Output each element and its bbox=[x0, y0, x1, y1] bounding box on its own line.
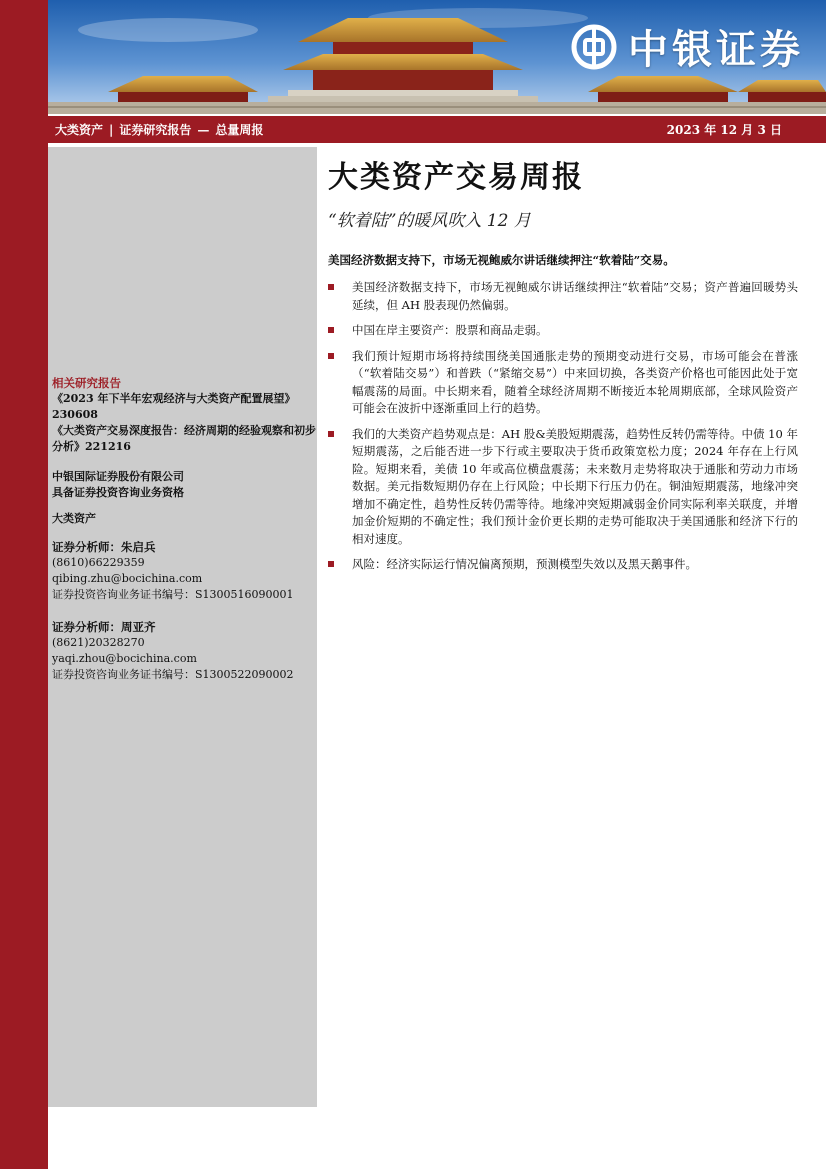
square-bullet-icon bbox=[328, 431, 334, 437]
report-header-bar bbox=[48, 116, 826, 143]
qualification: 具备证券投资咨询业务资格 bbox=[52, 486, 184, 499]
breadcrumb bbox=[55, 121, 263, 138]
analyst-cert: 证券投资咨询业务证书编号：S1300516090001 bbox=[52, 588, 294, 601]
analyst-cert: 证券投资咨询业务证书编号：S1300522090002 bbox=[52, 668, 294, 681]
key-point: 中国在岸主要资产：股票和商品走弱。 bbox=[328, 322, 798, 340]
analyst-email: yaqi.zhou@bocichina.com bbox=[52, 652, 197, 665]
key-point: 风险：经济实际运行情况偏离预期，预测模型失效以及黑天鹅事件。 bbox=[328, 556, 798, 574]
analyst-name: 证券分析师：周亚齐 bbox=[52, 620, 156, 634]
crumb-report-series: 总量周报 bbox=[215, 123, 264, 137]
crumb-report-type: 证券研究报告 bbox=[119, 123, 192, 137]
crumb-category: 大类资产 bbox=[55, 123, 104, 137]
header-banner bbox=[48, 0, 826, 114]
company-name: 中银国际证券股份有限公司 bbox=[52, 470, 184, 483]
report-date: 2023 年 12 月 3 日 bbox=[666, 123, 782, 137]
sector: 大类资产 bbox=[52, 512, 96, 525]
lead-summary: 美国经济数据支持下，市场无视鲍威尔讲话继续押注“软着陆”交易。 bbox=[328, 253, 675, 267]
crumb-separator: — bbox=[197, 123, 210, 137]
report-subtitle: “软着陆”的暖风吹入 12 月 bbox=[328, 211, 531, 231]
related-report-item: 《2023 年下半年宏观经济与大类资产配置展望》230608 bbox=[52, 392, 296, 421]
left-accent-bar bbox=[0, 0, 48, 1169]
main-content bbox=[328, 150, 798, 582]
analyst-email: qibing.zhu@bocichina.com bbox=[52, 572, 203, 585]
square-bullet-icon bbox=[328, 327, 334, 333]
key-point: 美国经济数据支持下，市场无视鲍威尔讲话继续押注“软着陆”交易；资产普遍回暖势头延续，但 AH 股表现仍然偏弱。 bbox=[328, 279, 798, 314]
sidebar bbox=[48, 147, 317, 1107]
bank-of-china-logo-icon bbox=[570, 23, 618, 71]
brand bbox=[570, 18, 804, 75]
analyst-phone: (8621)20328270 bbox=[52, 636, 145, 649]
key-points-list bbox=[328, 279, 798, 574]
crumb-separator: | bbox=[109, 123, 114, 137]
analyst-block bbox=[52, 619, 317, 683]
related-reports-title: 相关研究报告 bbox=[52, 376, 121, 390]
analyst-name: 证券分析师：朱启兵 bbox=[52, 540, 156, 554]
key-point: 我们预计短期市场将持续围绕美国通胀走势的预期变动进行交易，市场可能会在普涨（“软着陆交易”）和普跌（“紧缩交易”）中来回切换，各类资产价格也可能因此处于宽幅震荡的局面。中长期来看，随着全球经济周期不断接近本轮周期底部，全球风险资产可能会在波折中逐渐重回上行的趋势。 bbox=[328, 348, 798, 418]
square-bullet-icon bbox=[328, 284, 334, 290]
analyst-block bbox=[52, 539, 317, 603]
square-bullet-icon bbox=[328, 353, 334, 359]
related-report-item: 《大类资产交易深度报告：经济周期的经验观察和初步分析》221216 bbox=[52, 424, 316, 453]
square-bullet-icon bbox=[328, 561, 334, 567]
brand-name: 中银证券 bbox=[628, 27, 804, 73]
key-point: 我们的大类资产趋势观点是：AH 股&美股短期震荡，趋势性反转仍需等待。中债 10 年短期震荡，之后能否进一步下行或主要取决于货币政策宽松力度；2024 年存在上行风险。短期来看，美债 10 年或高位横盘震荡；未来数月走势将取决于通胀和劳动力市场数据。美元指数短期仍存在上行风险；中长期下行压力仍在。铜油短期震荡，地缘冲突增加不确定性，趋势性反转仍需等待。地缘冲突短期减弱金价同实际利率关联度，并增加金价短期的不确定性；我们预计金价更长期的走势可能取决于美国通胀和经济下行的相对速度。 bbox=[328, 426, 798, 549]
analyst-phone: (8610)66229359 bbox=[52, 556, 145, 569]
report-title: 大类资产交易周报 bbox=[328, 160, 584, 195]
